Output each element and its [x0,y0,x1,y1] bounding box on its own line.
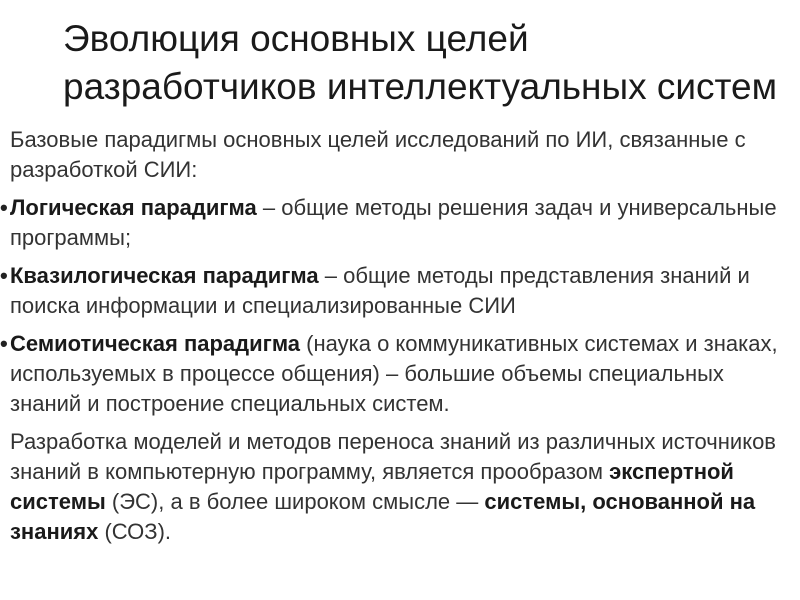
bullet-term: Квазилогическая парадигма [10,263,319,288]
expert-system-term: экспертной системы [10,459,734,514]
bullet-term: Семиотическая парадигма [10,331,301,356]
slide-title: Эволюция основных целей разработчиков интеллектуальных систем [63,18,778,107]
bullet-description: (наука о коммуникативных системах и знаках, используемых в процессе общения) – большие объемы специальных знаний и построение специальных систем. [10,331,778,416]
bullet-dot-icon: • [0,195,8,220]
conclusion-text-1: Разработка моделей и методов переноса знаний из различных источников знаний в компьютерную программу, является прообразом [10,429,776,484]
intro-paragraph: Базовые парадигмы основных целей исследований по ИИ, связанные с разработкой СИИ: [10,127,746,182]
knowledge-based-system-term: системы, основанной на знаниях [10,489,756,544]
bullet-dot-icon: • [0,331,8,356]
bullet-logical-paradigm [0,193,792,253]
bullet-description: – общие методы решения задач и универсальные программы; [10,195,777,250]
bullet-dot-icon: • [0,263,8,288]
bullet-quasilogical-paradigm [0,261,792,321]
conclusion-text-3: (СОЗ). [98,519,172,544]
bullet-semiotic-paradigm [0,329,792,419]
slide-body [0,125,792,555]
bullet-description: – общие методы представления знаний и поиска информации и специализированные СИИ [10,263,750,318]
conclusion-text-2: (ЭС), а в более широком смысле — [105,489,485,514]
bullet-term: Логическая парадигма [10,195,257,220]
conclusion-paragraph [0,427,792,547]
